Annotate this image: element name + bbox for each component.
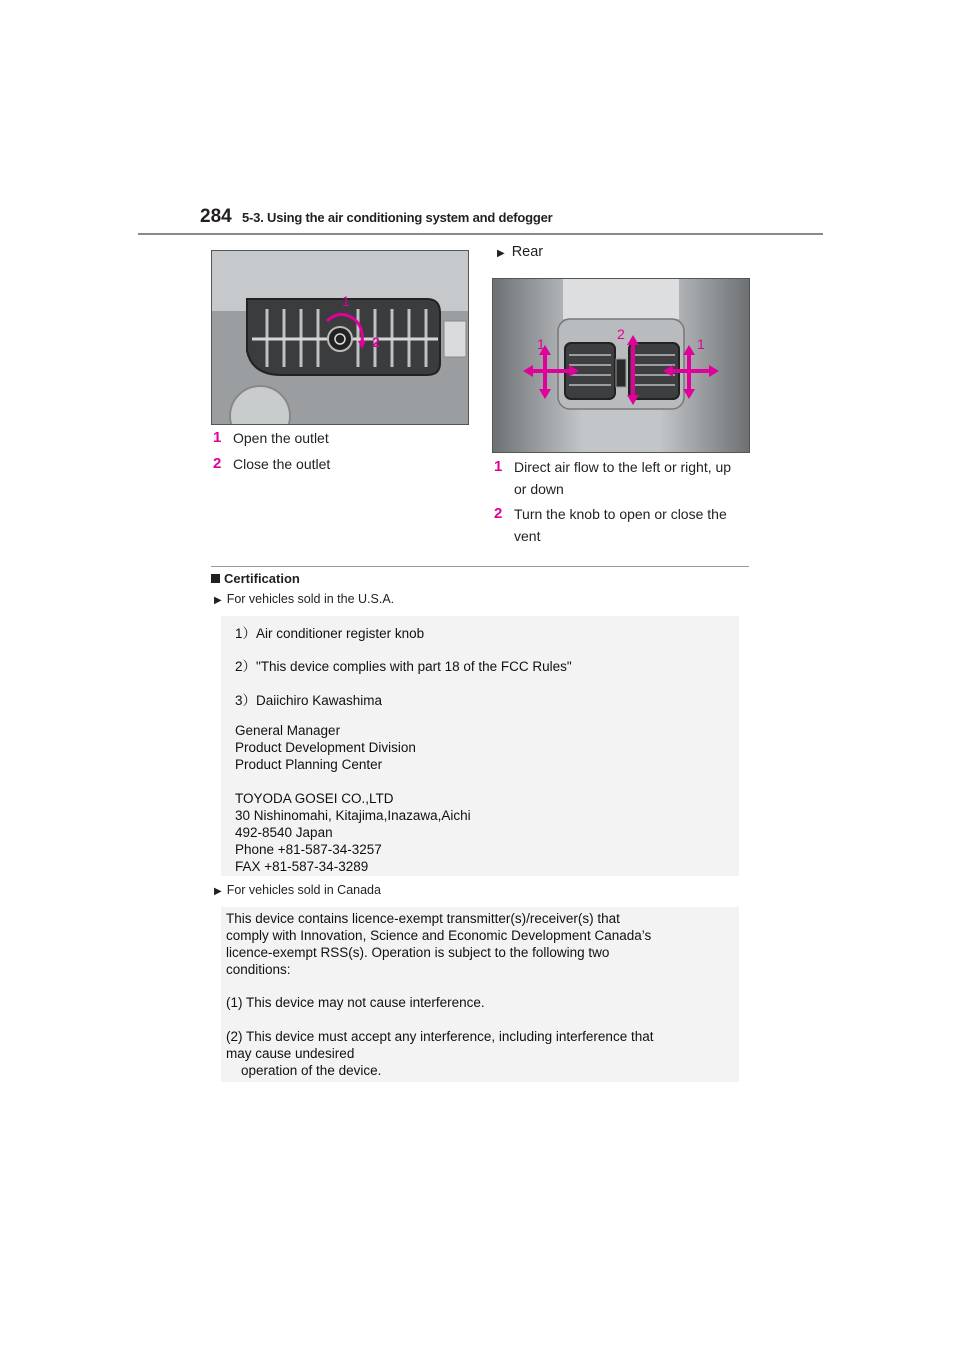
front-list-item-1: 1 Open the outlet (213, 429, 329, 446)
cert-line: comply with Innovation, Science and Economic Development Canada’s (226, 928, 652, 943)
section-title: 5-3. Using the air conditioning system and defogger (242, 210, 553, 225)
cert-line: conditions: (226, 962, 291, 977)
cert-line: Product Planning Center (235, 757, 383, 772)
cert-line: Phone +81-587-34-3257 (235, 842, 382, 857)
rear-label: ▶ Rear (497, 244, 544, 260)
cert-line: FAX +81-587-34-3289 (235, 859, 369, 874)
cert-line: General Manager (235, 723, 341, 738)
rear-callout-1-right: 1 (697, 336, 705, 352)
cert-line: 492-8540 Japan (235, 825, 333, 840)
square-bullet-icon (211, 574, 220, 583)
canada-label: ▶ For vehicles sold in Canada (214, 883, 381, 897)
cert-line: (1) This device may not cause interference. (226, 995, 485, 1010)
cert-line: 30 Nishinomahi, Kitajima,Inazawa,Aichi (235, 808, 471, 823)
header-divider (138, 233, 823, 235)
front-list-item-2: 2 Close the outlet (213, 455, 331, 472)
bullet-arrow-icon: ▶ (497, 248, 505, 259)
usa-certification-box (221, 616, 739, 876)
usa-label: ▶ For vehicles sold in the U.S.A. (214, 592, 395, 606)
bullet-arrow-icon: ▶ (214, 595, 222, 606)
canada-certification-box (221, 907, 739, 1082)
cert-line: 2）"This device complies with part 18 of the FCC Rules" (235, 659, 572, 674)
cert-line: Product Development Division (235, 740, 416, 755)
cert-line: may cause undesired (226, 1046, 355, 1061)
cert-line: licence-exempt RSS(s). Operation is subject to the following two (226, 945, 610, 960)
cert-line: operation of the device. (226, 1063, 382, 1078)
bullet-arrow-icon: ▶ (214, 886, 222, 897)
cert-line: TOYODA GOSEI CO.,LTD (235, 791, 394, 806)
rear-callout-2: 2 (617, 326, 625, 342)
rear-list-item-2: 2 Turn the knob to open or close the vent (494, 505, 727, 544)
section-divider (211, 566, 749, 567)
page-number: 284 (200, 206, 232, 227)
cert-line: 1）Air conditioner register knob (235, 626, 425, 641)
cert-line: (2) This device must accept any interference, including interference that (226, 1029, 654, 1044)
cert-line: 3）Daiichiro Kawashima (235, 693, 383, 708)
front-callout-2: 2 (372, 334, 380, 350)
front-callout-1: 1 (342, 293, 350, 309)
rear-callout-1-left: 1 (537, 336, 545, 352)
rear-list-item-1: 1 Direct air flow to the left or right, up or down (494, 458, 732, 497)
front-vent-photo (211, 250, 469, 425)
cert-line: This device contains licence-exempt transmitter(s)/receiver(s) that (226, 911, 620, 926)
certification-heading: Certification (211, 571, 300, 586)
rear-vent-photo (492, 278, 750, 453)
